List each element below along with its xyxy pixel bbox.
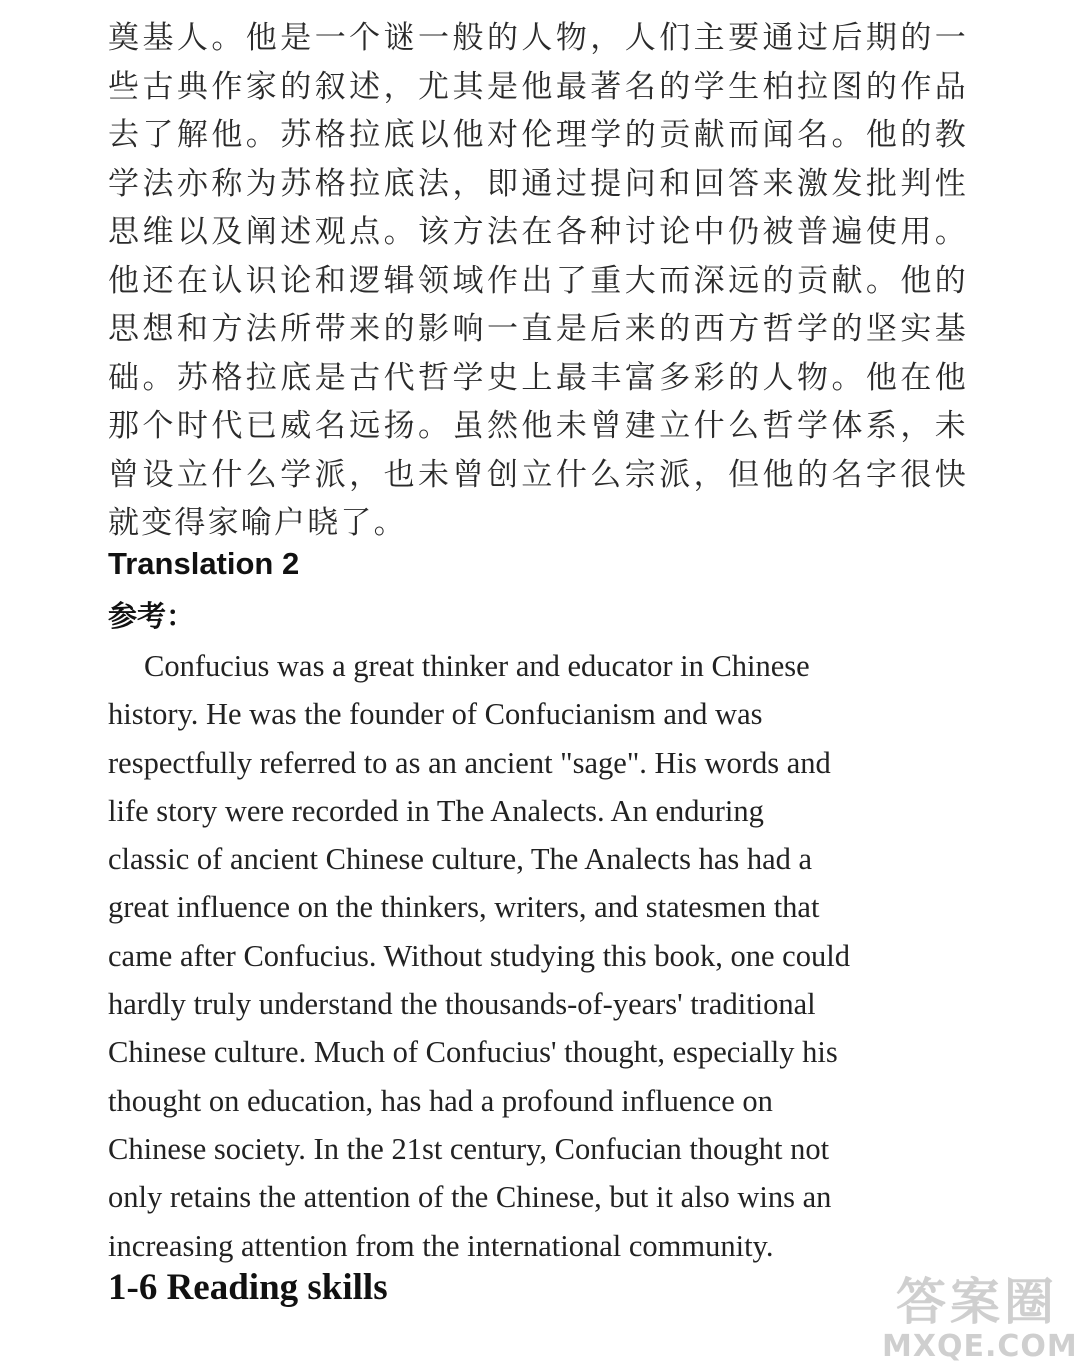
english-line: respectfully referred to as an ancient "sage". His words and	[108, 745, 831, 780]
english-paragraph	[108, 642, 976, 1270]
english-line: came after Confucius. Without studying this book, one could	[108, 938, 850, 973]
english-line: only retains the attention of the Chinese, but it also wins an	[108, 1180, 832, 1215]
english-line: thought on education, has had a profound influence on	[108, 1083, 773, 1118]
watermark	[882, 1273, 1078, 1364]
reference-label: 参考：	[108, 599, 196, 633]
english-line: Chinese society. In the 21st century, Confucian thought not	[108, 1131, 830, 1166]
translation-heading: Translation 2	[108, 546, 300, 581]
english-line: great influence on the thinkers, writers, and statesmen that	[108, 890, 820, 925]
watermark-url: MXQE.COM	[882, 1329, 1078, 1364]
english-line: hardly truly understand the thousands-of-years' traditional	[108, 987, 816, 1022]
watermark-logo: 答案圈	[896, 1273, 1058, 1331]
english-line: increasing attention from the international community.	[108, 1228, 774, 1263]
english-line: classic of ancient Chinese culture, The Analects has had a	[108, 842, 813, 877]
english-line: life story were recorded in The Analects. An enduring	[108, 793, 764, 828]
english-line: Confucius was a great thinker and educator in Chinese	[144, 649, 810, 683]
english-line: history. He was the founder of Confucianism and was	[108, 697, 763, 732]
english-line: Chinese culture. Much of Confucius' thought, especially his	[108, 1035, 838, 1070]
reading-skills-heading: 1-6 Reading skills	[108, 1267, 388, 1308]
chinese-paragraph: 奠基人。他是一个谜一般的人物，人们主要通过后期的一些古典作家的叙述，尤其是他最著名的学生柏拉图的作品去了解他。苏格拉底以他对伦理学的贡献而闻名。他的教学法亦称为苏格拉底法，即通过提问和回答来激发批判性思维以及阐述观点。该方法在各种讨论中仍被普遍使用。他还在认识论和逻辑领域作出了重大而深远的贡献。他的思想和方法所带来的影响一直是后来的西方哲学的坚实基础。苏格拉底是古代哲学史上最丰富多彩的人物。他在他那个时代已威名远扬。虽然他未曾建立什么哲学体系，未曾设立什么学派，也未曾创立什么宗派，但他的名字很快就变得家喻户晓了。	[108, 20, 968, 541]
